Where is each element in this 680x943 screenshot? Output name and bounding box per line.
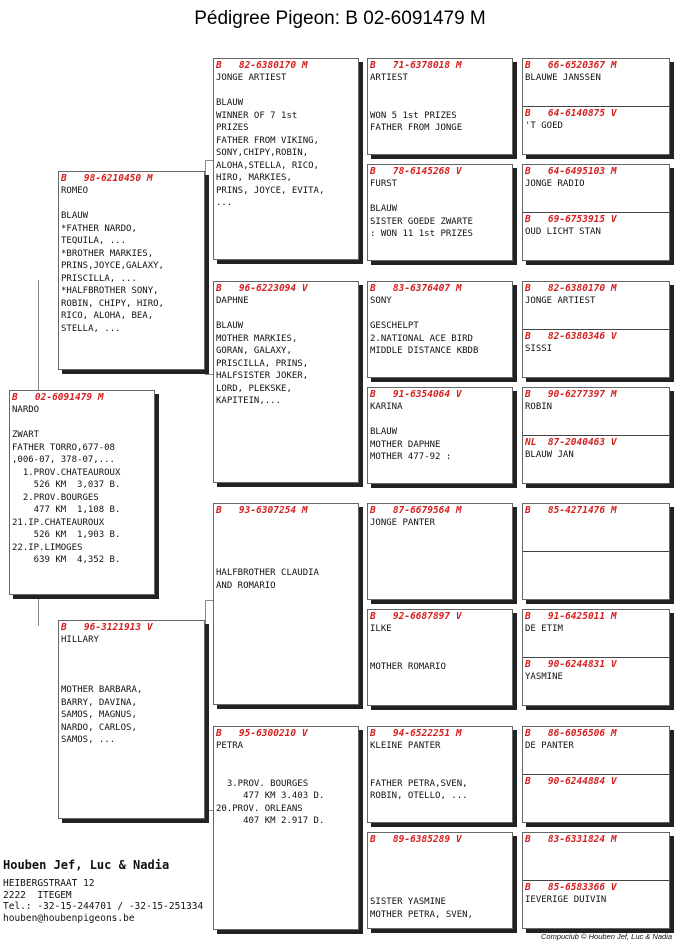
pigeon-details: FURST BLAUW SISTER GOEDE ZWARTE : WON 11 1st PRIZES: [370, 179, 473, 239]
pigeon-card-gen5-pair: [522, 164, 670, 261]
ring-number: B 83-6376407 M: [370, 283, 462, 294]
pigeon-details: HILLARY MOTHER BARBARA, BARRY, DAVINA, SAMOS, MAGNUS, NARDO, CARLOS, SAMOS, ...: [61, 635, 143, 745]
pigeon-details: ILKE MOTHER ROMARIO: [370, 624, 446, 672]
owner-street: HEIBERGSTRAAT 12: [3, 878, 95, 889]
owner-phone: Tel.: -32-15-244701 / -32-15-251334: [3, 901, 204, 912]
pigeon-card-sire-sire: [213, 58, 359, 260]
ring-number: B 02-6091479 M: [12, 392, 104, 403]
ring-number: B 96-6223094 V: [216, 283, 308, 294]
ring-number: B 85-4271476 M: [525, 505, 617, 516]
pigeon-name: DE PANTER: [525, 741, 574, 751]
connector-line: [38, 590, 39, 626]
ring-number: NL 87-2040463 V: [525, 437, 617, 448]
pigeon-details: ARTIEST WON 5 1st PRIZES FATHER FROM JONGE: [370, 73, 463, 133]
pigeon-card-sire: [58, 171, 205, 370]
pigeon-card-dam-sire: [213, 503, 359, 705]
ring-number: B 92-6687897 V: [370, 611, 462, 622]
pigeon-details: HALFBROTHER CLAUDIA AND ROMARIO: [216, 568, 319, 591]
pigeon-name: SISSI: [525, 344, 553, 354]
ring-number: B 64-6495103 M: [525, 166, 617, 177]
pigeon-card-gen4: [367, 164, 513, 261]
ring-number: B 87-6679564 M: [370, 505, 462, 516]
pigeon-card-gen4: [367, 58, 513, 155]
connector-line: [205, 810, 213, 811]
pigeon-name: 'T GOED: [525, 121, 563, 131]
ring-number: B 94-6522251 M: [370, 728, 462, 739]
pigeon-details: JONGE ARTIEST BLAUW WINNER OF 7 1st PRIZES FATHER FROM VIKING, SONY,CHIPY,ROBIN, ALOHA,STELLA, RICO, HIRO, MARKIES, PRINS, JOYCE, EVITA, ...: [216, 73, 325, 208]
pigeon-details: JONGE PANTER: [370, 518, 436, 528]
ring-number: B 78-6145268 V: [370, 166, 462, 177]
pigeon-card-gen5-pair: [522, 832, 670, 929]
pigeon-details: DAPHNE BLAUW MOTHER MARKIES, GORAN, GALAXY, PRISCILLA, PRINS, HALFSISTER JOKER, LORD, PLEKSKE, KAPITEIN,...: [216, 296, 309, 406]
pigeon-card-sire-dam: [213, 281, 359, 483]
pigeon-name: IEVERIGE DUIVIN: [525, 895, 607, 905]
ring-number: B 64-6140875 V: [525, 108, 617, 119]
connector-line: [205, 160, 206, 375]
pigeon-name: BLAUWE JANSSEN: [525, 73, 601, 83]
connector-line: [205, 374, 213, 375]
ring-number: B 91-6354064 V: [370, 389, 462, 400]
pigeon-details: KARINA BLAUW MOTHER DAPHNE MOTHER 477-92 :: [370, 402, 452, 462]
ring-number: B 90-6277397 M: [525, 389, 617, 400]
connector-line: [205, 160, 213, 161]
owner-email: houben@houbenpigeons.be: [3, 912, 135, 924]
pigeon-details: ROMEO BLAUW *FATHER NARDO, TEQUILA, ... *BROTHER MARKIES, PRINS,JOYCE,GALAXY, PRISCILLA, ... *HALFBROTHER SONY, ROBIN, CHIPY, HIRO, RICO, ALOHA, BEA, STELLA, ...: [61, 186, 164, 334]
pigeon-card-gen4: [367, 281, 513, 378]
ring-number: B 90-6244831 V: [525, 659, 617, 670]
page-title: Pédigree Pigeon: B 02-6091479 M: [194, 8, 486, 29]
ring-number: B 82-6380170 M: [525, 283, 617, 294]
pigeon-name: DE ETIM: [525, 624, 563, 634]
pigeon-details: SISTER YASMINE MOTHER PETRA, SVEN,: [370, 897, 473, 920]
pigeon-card-gen5-pair: [522, 58, 670, 155]
ring-number: B 91-6425011 M: [525, 611, 617, 622]
ring-number: B 69-6753915 V: [525, 214, 617, 225]
pigeon-card-gen5-pair: [522, 609, 670, 706]
pigeon-details: KLEINE PANTER FATHER PETRA,SVEN, ROBIN, OTELLO, ...: [370, 741, 468, 801]
pigeon-details: PETRA 3.PROV. BOURGES 477 KM 3.403 D. 20.PROV. ORLEANS 407 KM 2.917 D.: [216, 741, 325, 826]
pigeon-name: JONGE ARTIEST: [525, 296, 596, 306]
ring-number: B 71-6378018 M: [370, 60, 462, 71]
ring-number: B 85-6583366 V: [525, 882, 617, 893]
pigeon-name: ROBIN: [525, 402, 553, 412]
pigeon-card-gen4: [367, 609, 513, 706]
pigeon-card-dam: [58, 620, 205, 819]
pigeon-details: SONY GESCHELPT 2.NATIONAL ACE BIRD MIDDLE DISTANCE KBDB: [370, 296, 479, 356]
footer-credit: Compuclub © Houben Jef, Luc & Nadia: [540, 932, 672, 941]
ring-number: B 83-6331824 M: [525, 834, 617, 845]
pigeon-card-subject: [9, 390, 155, 595]
ring-number: B 96-3121913 V: [61, 622, 153, 633]
pigeon-card-gen5-pair: [522, 281, 670, 378]
ring-number: B 82-6380170 M: [216, 60, 308, 71]
ring-number: B 95-6300210 V: [216, 728, 308, 739]
pigeon-card-gen4: [367, 503, 513, 600]
pigeon-name: YASMINE: [525, 672, 563, 682]
ring-number: B 82-6380346 V: [525, 331, 617, 342]
pigeon-card-gen4: [367, 832, 513, 929]
pigeon-card-gen5-pair: [522, 387, 670, 484]
pigeon-name: JONGE RADIO: [525, 179, 585, 189]
ring-number: B 66-6520367 M: [525, 60, 617, 71]
connector-line: [205, 600, 213, 601]
ring-number: B 90-6244884 V: [525, 776, 617, 787]
ring-number: B 98-6210450 M: [61, 173, 153, 184]
ring-number: B 86-6056506 M: [525, 728, 617, 739]
pigeon-card-gen4: [367, 387, 513, 484]
owner-city: 2222 ITEGEM: [3, 889, 72, 901]
pigeon-card-gen5-pair: [522, 503, 670, 600]
pigeon-card-gen4: [367, 726, 513, 823]
connector-line: [205, 600, 206, 810]
connector-line: [38, 280, 39, 392]
pigeon-card-dam-dam: [213, 726, 359, 930]
pigeon-details: NARDO ZWART FATHER TORRO,677-08 ,006-07, 378-07,... 1.PROV.CHATEAUROUX 526 KM 3,037 B. 2.PROV.BOURGES 477 KM 1,108 B. 21.IP.CHATEAUROUX 526 KM 1,903 B. 22.IP.LIMOGES 639 KM 4,352 B.: [12, 405, 121, 565]
pigeon-name: BLAUW JAN: [525, 450, 574, 460]
owner-info: [3, 858, 233, 924]
pigeon-card-gen5-pair: [522, 726, 670, 823]
pigeon-name: OUD LICHT STAN: [525, 227, 601, 237]
owner-name: Houben Jef, Luc & Nadia: [3, 858, 170, 872]
ring-number: B 89-6385289 V: [370, 834, 462, 845]
ring-number: B 93-6307254 M: [216, 505, 308, 516]
